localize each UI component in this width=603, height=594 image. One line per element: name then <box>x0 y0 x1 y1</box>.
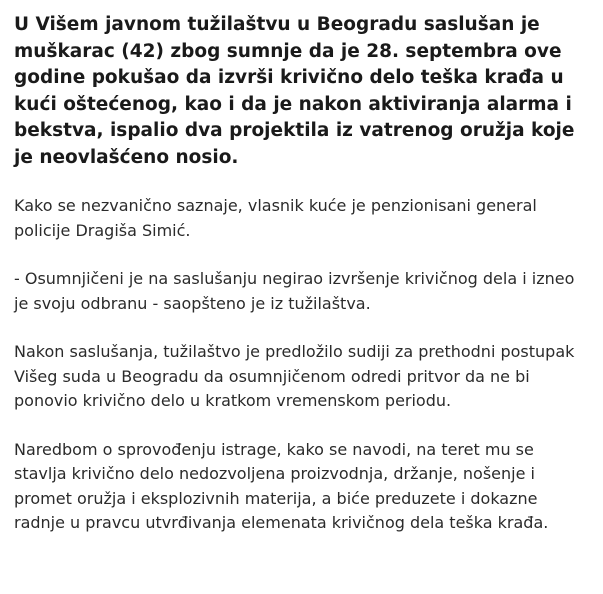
article-paragraph-4: Naredbom o sprovođenju istrage, kako se navodi, na teret mu se stavlja krivično delo nedozvoljena proizvodnja, držanje, nošenje i promet oružja i eksplozivnih materija, a biće preduzete i dokazne radnje u pravcu utvrđivanja elemenata krivičnog dela teška krađa. <box>14 439 549 532</box>
article-lead: U Višem javnom tužilaštvu u Beogradu saslušan je muškarac (42) zbog sumnje da je 28. septembra ove godine pokušao da izvrši krivično delo teška krađa u kući oštećenog, kao i da je nakon aktiviranja alarma i bekstva, ispalio dva projektila iz vatrenog oružja koje je neovlašćeno nosio. <box>14 14 575 168</box>
article-body <box>0 12 603 594</box>
article-paragraph-3: Nakon saslušanja, tužilaštvo je predložilo sudiji za prethodni postupak Višeg suda u Beogradu da osumnjičenom odredi pritvor da ne bi ponovio krivično delo u kratkom vremenskom periodu. <box>14 342 575 410</box>
article-paragraph-1: Kako se nezvanično saznaje, vlasnik kuće je penzionisani general policije Dragiša Simić. <box>14 196 537 240</box>
article-paragraph-2: - Osumnjičeni je na saslušanju negirao izvršenje krivičnog dela i izneo je svoju odbranu - saopšteno je iz tužilaštva. <box>14 269 575 313</box>
